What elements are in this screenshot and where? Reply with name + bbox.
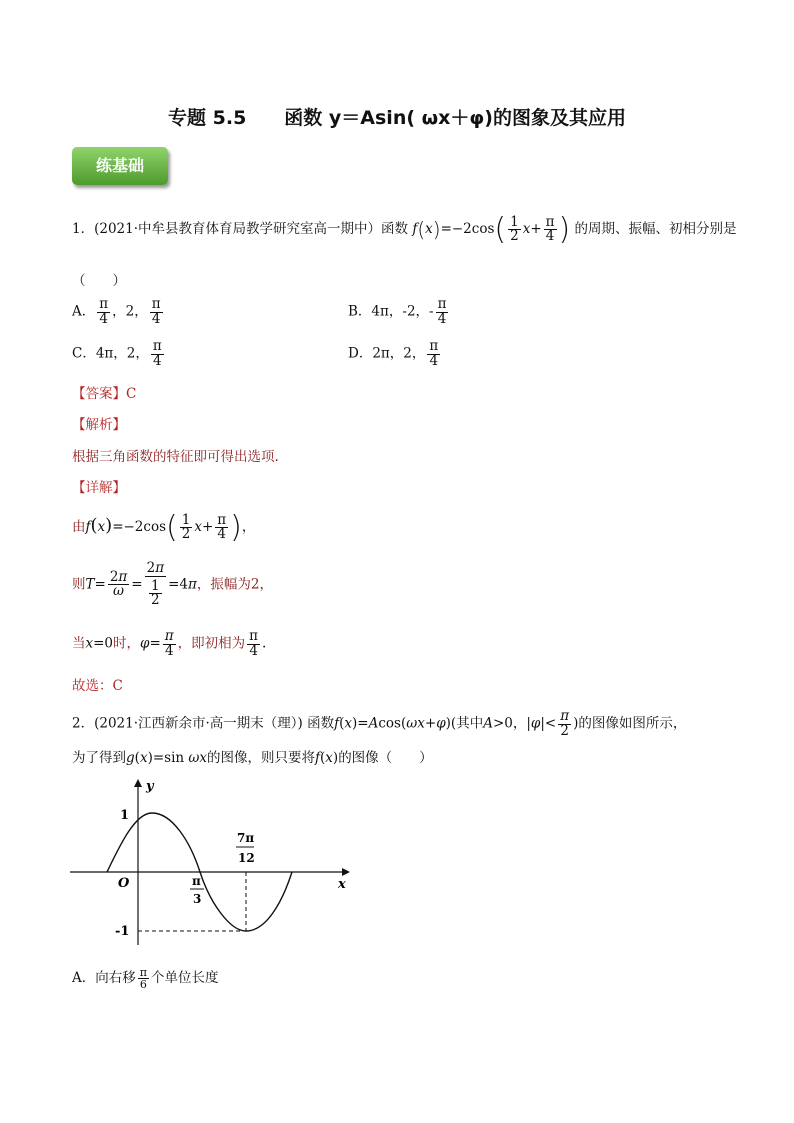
detail-line-3: 当x=0时，φ= $\frac{\pi}{4}$ ，即初相为 $\frac{\pi}{4}$ . bbox=[72, 628, 267, 659]
q2-option-a[interactable]: A．向右移 $\frac{\pi}{6}$ 个单位长度 bbox=[72, 966, 219, 991]
question-1-prefix: 1．(2021·中牟县教育体育局教学研究室高一期中）函数 bbox=[72, 221, 409, 237]
detail-line-2: 则T= $\frac{2\pi}{\omega}$ = $\frac{2\pi}{\frac{1}{2}}$ =4π，振幅为2， bbox=[72, 560, 273, 608]
question-2-line-2: 为了得到g(x)=sin ωx的图像，则只要将f(x)的图像（ ） bbox=[72, 750, 433, 766]
analysis-text: 根据三角函数的特征即可得出选项. bbox=[72, 449, 279, 465]
detail-label: 【详解】 bbox=[72, 480, 126, 496]
option-b[interactable]: B．4π，-2，- $\frac{\pi}{4}$ bbox=[348, 296, 447, 327]
answer-label: 【答案】C bbox=[72, 386, 137, 402]
x-axis-label: x bbox=[338, 877, 346, 892]
origin-label: O bbox=[118, 876, 130, 891]
question-1-formula: f(x)=−2cos( $\frac{1}{2}$ x+ $\frac{\pi}{4}$ ) bbox=[412, 212, 571, 247]
max-label: 1 bbox=[120, 808, 130, 823]
page-title: 专题 5.5 函数 y＝Asin( ωx＋φ)的图象及其应用 bbox=[168, 107, 626, 129]
pi-over-3-numerator: π bbox=[192, 874, 201, 888]
question-1-suffix: 的周期、振幅、初相分别是 bbox=[574, 221, 737, 237]
analysis-label: 【解析】 bbox=[72, 417, 126, 433]
seven-pi-denominator: 12 bbox=[238, 851, 255, 865]
seven-pi-numerator: 7π bbox=[237, 831, 255, 845]
option-d[interactable]: D．2π，2， $\frac{\pi}{4}$ bbox=[348, 338, 439, 369]
detail-line-1: 由f(x)=−2cos( $\frac{1}{2}$ x+ $\frac{\pi}{4}$ )， bbox=[72, 510, 256, 545]
function-graph bbox=[60, 775, 360, 955]
min-label: -1 bbox=[115, 924, 130, 939]
y-axis-label: y bbox=[146, 779, 154, 794]
option-c[interactable]: C．4π，2， $\frac{\pi}{4}$ bbox=[72, 338, 162, 369]
pi-over-3-denominator: 3 bbox=[193, 892, 202, 906]
x-axis-arrow-icon bbox=[342, 868, 350, 876]
question-2-line-1: 2．(2021·江西新余市·高一期末（理）) 函数f(x)=Acos(ωx+φ)(其中A>0，|φ|< $\frac{\pi}{2}$ )的图像如图所示， bbox=[72, 708, 687, 739]
question-1-paren: （ ） bbox=[72, 273, 126, 289]
choice-text: 故选：C bbox=[72, 678, 123, 694]
question-1 bbox=[72, 212, 737, 247]
option-a[interactable]: A． $\frac{\pi}{4}$ ，2， $\frac{\pi}{4}$ bbox=[72, 296, 161, 327]
section-badge: 练基础 bbox=[72, 147, 168, 185]
y-axis-arrow-icon bbox=[134, 779, 142, 787]
